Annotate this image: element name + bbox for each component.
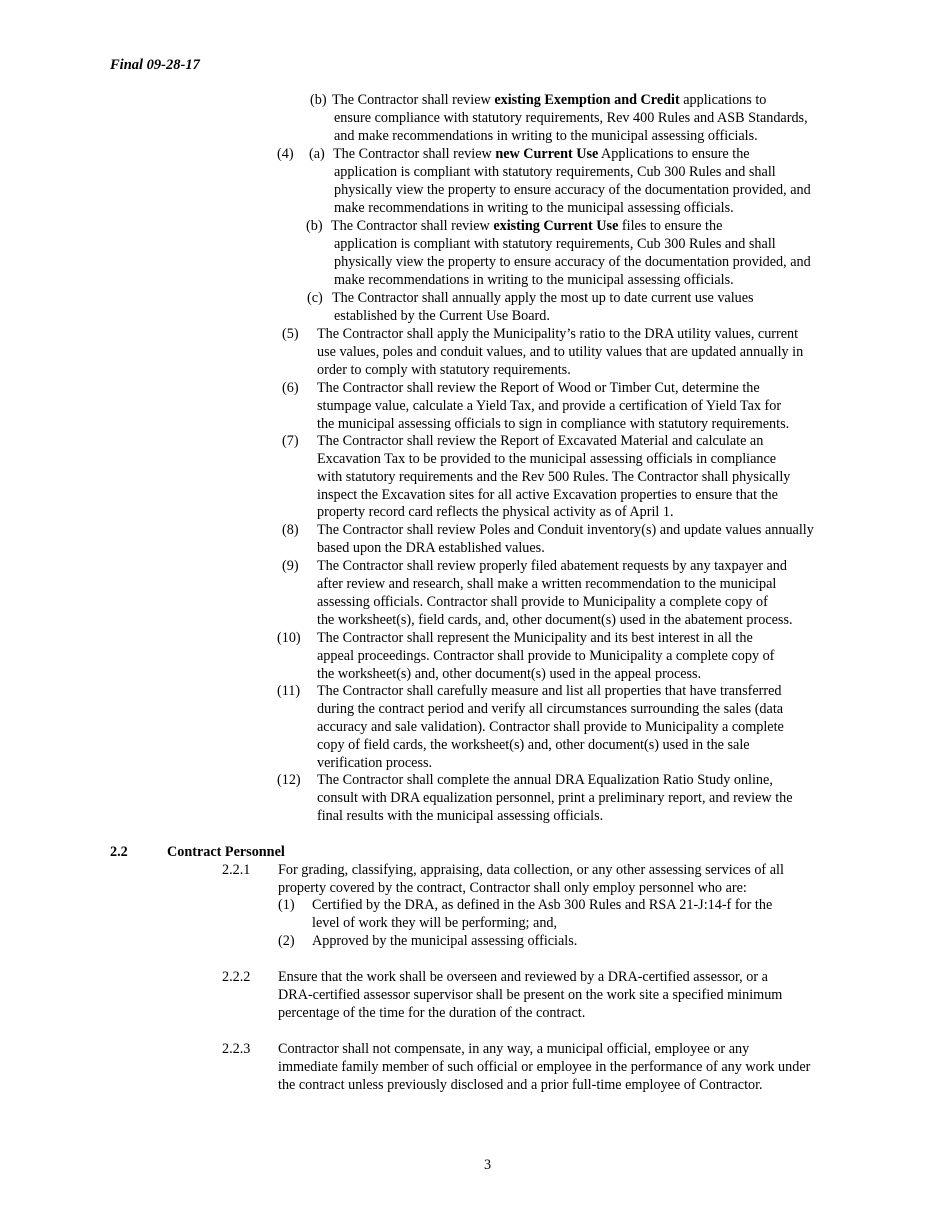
item-line: assessing officials. Contractor shall provide to Municipality a complete copy of: [317, 594, 768, 610]
item-line: use values, poles and conduit values, and to utility values that are updated annually in: [317, 344, 804, 360]
item-line: The Contractor shall review existing Exemption and Credit applications to: [332, 92, 767, 108]
section-number: 2.2: [110, 844, 128, 860]
item-line: The Contractor shall review existing Current Use files to ensure the: [331, 218, 723, 234]
paragraph-line: the contract unless previously disclosed and a prior full-time employee of Contractor.: [278, 1077, 763, 1093]
list-number: (2): [278, 933, 295, 949]
item-line: The Contractor shall review the Report of Excavated Material and calculate an: [317, 433, 764, 449]
item-line: inspect the Excavation sites for all active Excavation properties to ensure that the: [317, 487, 778, 503]
item-line: The Contractor shall apply the Municipality’s ratio to the DRA utility values, current: [317, 326, 799, 342]
item-line: after review and research, shall make a written recommendation to the municipal: [317, 576, 777, 592]
item-line: application is compliant with statutory requirements, Cub 300 Rules and shall: [334, 164, 776, 180]
list-line: level of work they will be performing; and,: [312, 915, 558, 931]
item-line: consult with DRA equalization personnel, print a preliminary report, and review the: [317, 790, 793, 806]
item-line: verification process.: [317, 755, 433, 771]
item-line: make recommendations in writing to the municipal assessing officials.: [334, 200, 734, 216]
paragraph-line: DRA-certified assessor supervisor shall be present on the work site a specified minimum: [278, 987, 783, 1003]
item-number: (10): [277, 630, 301, 646]
item-line: The Contractor shall review Poles and Conduit inventory(s) and update values annually: [317, 522, 814, 538]
item-number: (7): [282, 433, 299, 449]
item-number: (11): [277, 683, 301, 699]
item-line: The Contractor shall review new Current Use Applications to ensure the: [333, 146, 750, 162]
item-line: The Contractor shall represent the Municipality and its best interest in all the: [317, 630, 753, 646]
item-marker: (b): [306, 218, 323, 234]
item-line: property record card reflects the physical activity as of April 1.: [317, 504, 674, 520]
page-number: 3: [484, 1157, 492, 1173]
paragraph-line: Ensure that the work shall be overseen and reviewed by a DRA-certified assessor, or a: [278, 969, 768, 985]
paragraph-line: immediate family member of such official or employee in the performance of any work under: [278, 1059, 811, 1075]
item-line: physically view the property to ensure accuracy of the documentation provided, and: [334, 254, 811, 270]
item-line: the worksheet(s) and, other document(s) used in the appeal process.: [317, 666, 702, 682]
item-marker: (b): [310, 92, 327, 108]
item-line: copy of field cards, the worksheet(s) and, other document(s) used in the sale: [317, 737, 750, 753]
item-marker: (c): [307, 290, 323, 306]
item-line: the municipal assessing officials to sign in compliance with statutory requirements.: [317, 416, 790, 432]
item-line: The Contractor shall review the Report of Wood or Timber Cut, determine the: [317, 380, 760, 396]
item-line: during the contract period and verify all circumstances surrounding the sales (data: [317, 701, 784, 717]
paragraph-line: property covered by the contract, Contractor shall only employ personnel who are:: [278, 880, 747, 896]
section-title: Contract Personnel: [167, 844, 285, 860]
document-version-label: Final 09-28-17: [110, 57, 200, 73]
subsection-number: 2.2.2: [222, 969, 251, 985]
list-number: (1): [278, 897, 295, 913]
list-line: Approved by the municipal assessing officials.: [312, 933, 578, 949]
item-line: The Contractor shall carefully measure and list all properties that have transferred: [317, 683, 782, 699]
item-line: order to comply with statutory requirements.: [317, 362, 571, 378]
item-line: the worksheet(s), field cards, and, other document(s) used in the abatement process.: [317, 612, 793, 628]
item-number: (4): [277, 146, 294, 162]
item-line: accuracy and sale validation). Contractor shall provide to Municipality a complete: [317, 719, 784, 735]
paragraph-line: Contractor shall not compensate, in any way, a municipal official, employee or any: [278, 1041, 750, 1057]
item-number: (5): [282, 326, 299, 342]
item-number: (8): [282, 522, 299, 538]
item-number: (6): [282, 380, 299, 396]
item-line: Excavation Tax to be provided to the municipal assessing officials in compliance: [317, 451, 777, 467]
item-number: (9): [282, 558, 299, 574]
item-line: make recommendations in writing to the municipal assessing officials.: [334, 272, 734, 288]
item-line: stumpage value, calculate a Yield Tax, and provide a certification of Yield Tax for: [317, 398, 782, 414]
item-line: final results with the municipal assessing officials.: [317, 808, 604, 824]
item-line: established by the Current Use Board.: [334, 308, 550, 324]
list-line: Certified by the DRA, as defined in the Asb 300 Rules and RSA 21-J:14-f for the: [312, 897, 773, 913]
item-line: The Contractor shall complete the annual DRA Equalization Ratio Study online,: [317, 772, 773, 788]
item-line: The Contractor shall review properly filed abatement requests by any taxpayer and: [317, 558, 787, 574]
item-line: application is compliant with statutory requirements, Cub 300 Rules and shall: [334, 236, 776, 252]
item-line: The Contractor shall annually apply the most up to date current use values: [332, 290, 754, 306]
paragraph-line: For grading, classifying, appraising, data collection, or any other assessing services of all: [278, 862, 784, 878]
item-line: appeal proceedings. Contractor shall provide to Municipality a complete copy of: [317, 648, 775, 664]
paragraph-line: percentage of the time for the duration of the contract.: [278, 1005, 586, 1021]
item-number: (12): [277, 772, 301, 788]
item-line: with statutory requirements and the Rev 500 Rules. The Contractor shall physically: [317, 469, 791, 485]
item-marker: (a): [309, 146, 325, 162]
subsection-number: 2.2.3: [222, 1041, 251, 1057]
subsection-number: 2.2.1: [222, 862, 251, 878]
item-line: and make recommendations in writing to the municipal assessing officials.: [334, 128, 758, 144]
item-line: ensure compliance with statutory requirements, Rev 400 Rules and ASB Standards,: [334, 110, 808, 126]
item-line: based upon the DRA established values.: [317, 540, 545, 556]
item-line: physically view the property to ensure accuracy of the documentation provided, and: [334, 182, 811, 198]
